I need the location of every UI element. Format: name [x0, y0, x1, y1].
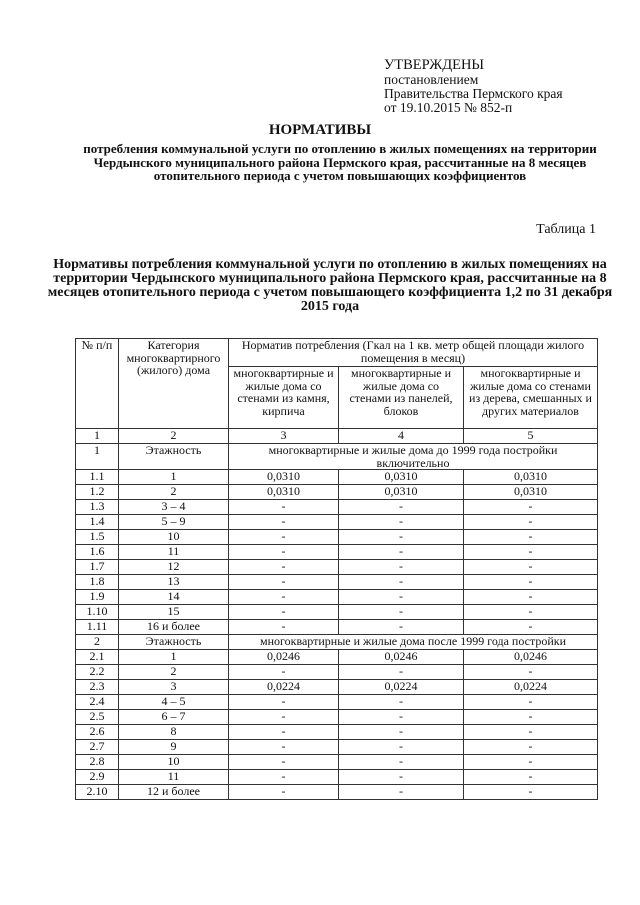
table-cell: 0,0310 — [464, 470, 598, 485]
table-cell: 2.10 — [76, 785, 119, 800]
table-cell: - — [464, 560, 598, 575]
table-cell: - — [229, 590, 339, 605]
header-num: № п/п — [76, 339, 119, 429]
table-cell: - — [339, 740, 464, 755]
table-row — [76, 500, 598, 515]
table-cell: 2.4 — [76, 695, 119, 710]
table-cell: - — [339, 725, 464, 740]
table-row — [76, 740, 598, 755]
table-row — [76, 560, 598, 575]
section-category: Этажность — [119, 444, 229, 470]
section-category: Этажность — [119, 635, 229, 650]
table-cell: 1 — [119, 470, 229, 485]
table-cell: - — [339, 590, 464, 605]
section-num: 2 — [76, 635, 119, 650]
table-cell: - — [339, 695, 464, 710]
header-panel: многоквартирные и жилые дома со стенами из панелей, блоков — [339, 367, 464, 429]
table-cell: 0,0246 — [464, 650, 598, 665]
table-cell: 10 — [119, 755, 229, 770]
table-label: Таблица 1 — [536, 222, 596, 237]
header-wood: многоквартирные и жилые дома со стенами из дерева, смешанных и других материалов — [464, 367, 598, 429]
table-cell: - — [464, 785, 598, 800]
table-cell: 1.10 — [76, 605, 119, 620]
table-cell: - — [464, 755, 598, 770]
table-cell: - — [464, 770, 598, 785]
table-cell: 4 – 5 — [119, 695, 229, 710]
table-cell: 0,0224 — [464, 680, 598, 695]
table-cell: 11 — [119, 545, 229, 560]
table-cell: - — [229, 770, 339, 785]
table-cell: 9 — [119, 740, 229, 755]
table-row — [76, 530, 598, 545]
table-cell: - — [339, 755, 464, 770]
table-cell: - — [339, 500, 464, 515]
table-row — [76, 545, 598, 560]
table-cell: - — [464, 695, 598, 710]
table-cell: - — [229, 605, 339, 620]
header-norm: Норматив потребления (Гкал на 1 кв. метр общей площади жилого помещения в месяц) — [229, 339, 598, 367]
table-row — [76, 620, 598, 635]
table-cell: - — [339, 770, 464, 785]
column-number: 5 — [464, 429, 598, 444]
table-cell: 12 — [119, 560, 229, 575]
section-row — [76, 635, 598, 650]
table-cell: - — [229, 575, 339, 590]
table-cell: 1.7 — [76, 560, 119, 575]
table-cell: - — [339, 515, 464, 530]
table-cell: - — [464, 725, 598, 740]
table-cell: 8 — [119, 725, 229, 740]
column-number: 1 — [76, 429, 119, 444]
table-row — [76, 605, 598, 620]
table-cell: 1.11 — [76, 620, 119, 635]
table-cell: 16 и более — [119, 620, 229, 635]
table-cell: - — [339, 665, 464, 680]
table-cell: - — [464, 605, 598, 620]
table-cell: - — [464, 515, 598, 530]
table-cell: 14 — [119, 590, 229, 605]
table-row — [76, 725, 598, 740]
section-label: многоквартирные и жилые дома после 1999 года постройки — [229, 635, 598, 650]
table-cell: 2.8 — [76, 755, 119, 770]
section-num: 1 — [76, 444, 119, 470]
table-cell: 0,0224 — [339, 680, 464, 695]
table-row — [76, 575, 598, 590]
table-row — [76, 515, 598, 530]
approval-line: Правительства Пермского края — [384, 86, 563, 101]
table-cell: 10 — [119, 530, 229, 545]
table-row — [76, 770, 598, 785]
table-cell: 15 — [119, 605, 229, 620]
table-cell: 11 — [119, 770, 229, 785]
table-cell: 1.2 — [76, 485, 119, 500]
table-row — [76, 680, 598, 695]
header-category: Категория многоквартирного (жилого) дома — [119, 339, 229, 429]
table-row — [76, 650, 598, 665]
column-number: 4 — [339, 429, 464, 444]
table-row — [76, 485, 598, 500]
table-cell: 2.7 — [76, 740, 119, 755]
table-cell: - — [229, 755, 339, 770]
table-cell: - — [339, 530, 464, 545]
column-number: 3 — [229, 429, 339, 444]
table-cell: - — [339, 605, 464, 620]
table-cell: - — [464, 620, 598, 635]
table-cell: - — [229, 530, 339, 545]
table-cell: - — [464, 665, 598, 680]
approval-line: постановлением — [384, 72, 479, 87]
table-cell: 2.3 — [76, 680, 119, 695]
table-cell: - — [339, 620, 464, 635]
table-cell: - — [464, 530, 598, 545]
table-cell: 1.4 — [76, 515, 119, 530]
table-cell: 0,0310 — [339, 485, 464, 500]
table-cell: 2 — [119, 485, 229, 500]
table-cell: - — [229, 725, 339, 740]
table-row — [76, 695, 598, 710]
table-cell: - — [464, 740, 598, 755]
header-stone: многоквартирные и жилые дома со стенами из камня, кирпича — [229, 367, 339, 429]
table-cell: 1.8 — [76, 575, 119, 590]
table-cell: 2.1 — [76, 650, 119, 665]
table-cell: - — [339, 545, 464, 560]
table-cell: - — [229, 545, 339, 560]
table-cell: 3 – 4 — [119, 500, 229, 515]
table-cell: - — [339, 575, 464, 590]
table-cell: - — [464, 590, 598, 605]
table-row — [76, 470, 598, 485]
table-cell: 0,0310 — [339, 470, 464, 485]
table-cell: 12 и более — [119, 785, 229, 800]
table-cell: 0,0224 — [229, 680, 339, 695]
approval-heading: УТВЕРЖДЕНЫ — [384, 57, 485, 73]
table-cell: 2 — [119, 665, 229, 680]
table-cell: 0,0310 — [229, 470, 339, 485]
section-row — [76, 444, 598, 470]
table-cell: 6 – 7 — [119, 710, 229, 725]
table-cell: - — [464, 545, 598, 560]
table-cell: - — [464, 710, 598, 725]
table-cell: 0,0246 — [339, 650, 464, 665]
table-cell: - — [339, 560, 464, 575]
table-cell: 2.5 — [76, 710, 119, 725]
table-cell: 1.9 — [76, 590, 119, 605]
table-cell: 2.9 — [76, 770, 119, 785]
table-title: Нормативы потребления коммунальной услуги по отоплению в жилых помещениях на территории Чердынского муниципального района Пермского края, рассчитанные на 8 месяцев отопительного периода с учетом повышающего коэффициента 1,2 по 31 декабря 2015 года — [47, 257, 613, 314]
section-label: многоквартирные и жилые дома до 1999 года постройки включительно — [229, 444, 598, 470]
norms-table — [75, 338, 598, 800]
table-cell: - — [464, 500, 598, 515]
column-number: 2 — [119, 429, 229, 444]
table-cell: - — [229, 695, 339, 710]
table-cell: 1 — [119, 650, 229, 665]
table-cell: 13 — [119, 575, 229, 590]
table-cell: - — [229, 710, 339, 725]
table-cell: - — [229, 515, 339, 530]
table-cell: - — [339, 785, 464, 800]
table-cell: 0,0310 — [464, 485, 598, 500]
table-row — [76, 710, 598, 725]
table-row — [76, 785, 598, 800]
column-numbers-row — [76, 429, 598, 444]
table-cell: 5 – 9 — [119, 515, 229, 530]
table-cell: 2.6 — [76, 725, 119, 740]
approval-date: от 19.10.2015 № 852-п — [384, 100, 513, 115]
table-cell: - — [229, 740, 339, 755]
table-cell: 0,0246 — [229, 650, 339, 665]
table-cell: - — [229, 500, 339, 515]
table-cell: - — [229, 560, 339, 575]
table-cell: 1.1 — [76, 470, 119, 485]
table-cell: 1.3 — [76, 500, 119, 515]
document-subtitle: потребления коммунальной услуги по отоплению в жилых помещениях на территории Чердынского муниципального района Пермского края, рассчитанные на 8 месяцев отопительного периода с учетом повышающих коэффициентов — [83, 141, 597, 183]
table-cell: 3 — [119, 680, 229, 695]
table-cell: - — [229, 785, 339, 800]
table-row — [76, 755, 598, 770]
table-cell: - — [229, 665, 339, 680]
table-cell: 2.2 — [76, 665, 119, 680]
document-title: НОРМАТИВЫ — [268, 122, 372, 138]
approval-block — [384, 58, 563, 115]
table-cell: 0,0310 — [229, 485, 339, 500]
table-cell: - — [229, 620, 339, 635]
table-row — [76, 590, 598, 605]
table-cell: 1.6 — [76, 545, 119, 560]
table-row — [76, 665, 598, 680]
table-cell: - — [464, 575, 598, 590]
table-cell: - — [339, 710, 464, 725]
table-cell: 1.5 — [76, 530, 119, 545]
